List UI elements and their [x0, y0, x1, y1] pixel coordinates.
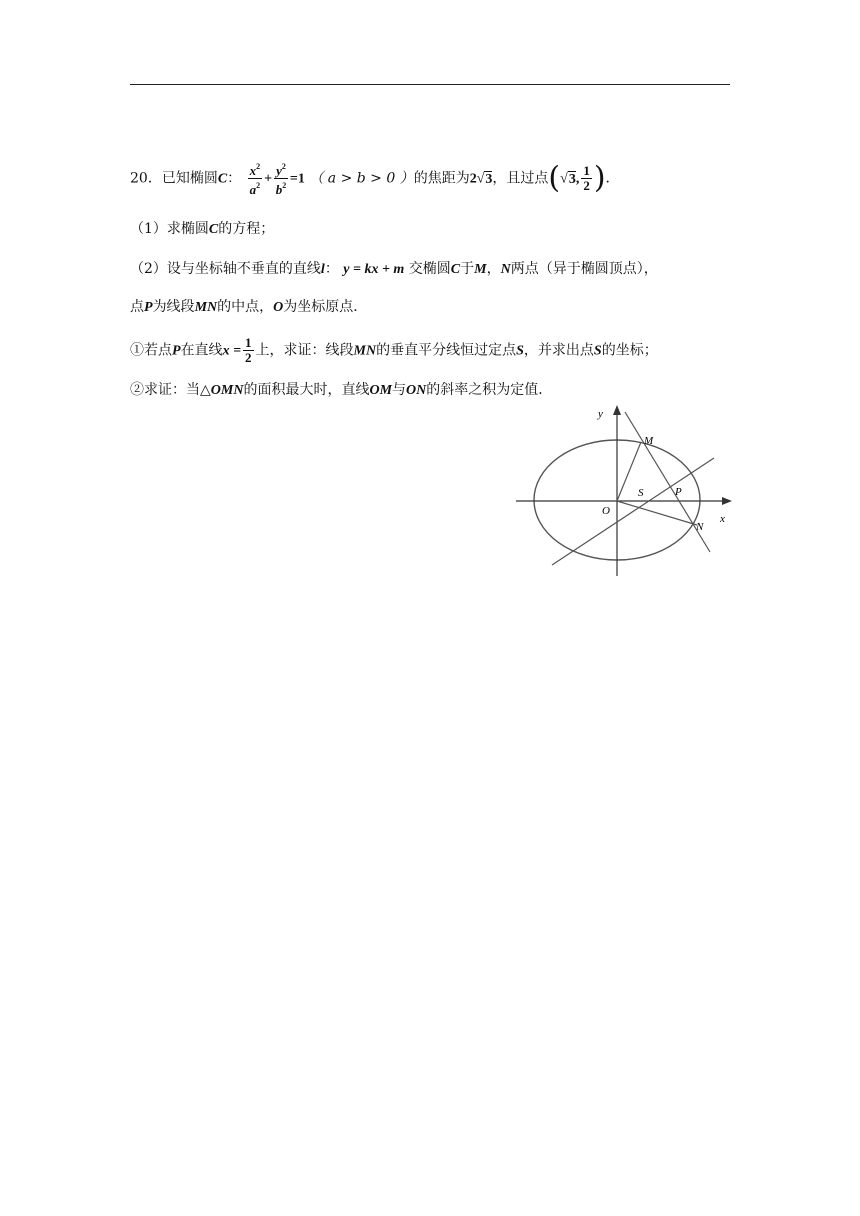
point-comma: ,: [575, 171, 580, 187]
header-rule: [130, 84, 730, 85]
ellipse-symbol: C: [208, 222, 219, 237]
point-x-radicand: 3: [568, 171, 576, 187]
sub-1-text: ，并求出点: [523, 342, 594, 359]
part-2-text: （2）设与坐标轴不垂直的直线: [130, 261, 321, 277]
part-1-label: （1）求椭圆: [130, 221, 209, 237]
point-s: S: [593, 343, 602, 359]
problem-intro: 已知椭圆: [161, 170, 218, 187]
den: 2: [245, 350, 252, 365]
point-n: N: [500, 262, 511, 277]
sub-2-text: 的斜率之积为定值．: [426, 382, 553, 398]
b-var: b: [275, 182, 283, 197]
sub-2-text: 与: [392, 382, 407, 398]
part-2-text: 于: [460, 261, 475, 277]
part-2-text: 两点（异于椭圆顶点），: [510, 261, 658, 277]
triangle-omn: OMN: [210, 383, 244, 398]
sub-1-text: 的垂直平分线恒过定点: [376, 342, 517, 359]
line-om: OM: [369, 383, 393, 398]
sub-question-1: [130, 336, 658, 365]
focal-coef: 2: [469, 171, 477, 187]
y-var: y: [276, 163, 282, 178]
sub-1-text: 的坐标；: [601, 342, 658, 359]
label-m: M: [644, 435, 654, 447]
point-y-frac: [581, 164, 592, 193]
colon: ：: [324, 261, 339, 277]
ellipse-symbol: C: [217, 171, 228, 187]
comma: ，: [486, 261, 501, 277]
sub-1-text: ①若点: [130, 342, 172, 359]
segment-on: [617, 501, 697, 525]
label-o: O: [602, 505, 610, 517]
part-2-line-1: [130, 259, 658, 280]
line-symbol: l: [320, 262, 325, 277]
part-2-text: 为坐标原点．: [283, 299, 368, 315]
a-var: a: [249, 182, 257, 197]
focal-radicand: 3: [485, 171, 493, 187]
problem-number: 20．: [130, 170, 162, 187]
point-o: O: [273, 300, 284, 315]
problem-statement: 20．已知椭圆C： $\frac{x^2}{a^2}$ + $\frac{y^2}{b^2}$ =1 （ a > b > 0 ）的焦距为2√3，且过点(√3, $\frac{1}{2}$ )．: [130, 160, 620, 197]
label-x: x: [720, 513, 725, 525]
sub-question-2: [130, 380, 552, 401]
sub-2-text: 的面积最大时，直线: [243, 382, 370, 398]
part-2-text: 为线段: [152, 299, 195, 315]
equation-rhs: =1: [289, 171, 305, 187]
label-y: y: [598, 408, 603, 420]
x-squared-over-a-squared: $\frac{x^2}{a^2}$: [249, 162, 261, 197]
sub-1-text: 在直线: [180, 342, 223, 359]
segment-mn: MN: [353, 343, 377, 359]
part-2-text: 的中点，: [217, 299, 274, 315]
line-equation: y = kx + m: [343, 262, 405, 277]
focal-text: 的焦距为: [413, 170, 470, 187]
x-equals: x =: [222, 343, 242, 359]
x-axis-arrow-icon: [722, 497, 732, 505]
y-squared-over-b-squared: $\frac{y^2}{b^2}$: [275, 162, 287, 197]
period: ．: [605, 170, 620, 187]
sub-1-text: 上，求证：线段: [255, 342, 354, 359]
part-1-rest: 的方程；: [218, 221, 275, 237]
ellipse-symbol: C: [450, 262, 461, 277]
part-2-line-2: [130, 297, 367, 318]
label-p: P: [675, 486, 682, 498]
point-y-den: 2: [583, 178, 590, 193]
x-var: x: [249, 163, 257, 178]
line-on: ON: [406, 383, 427, 398]
condition: （ a > b > 0 ）: [309, 170, 414, 187]
perpendicular-bisector: [552, 458, 714, 565]
num: 1: [245, 335, 252, 350]
point-s: S: [516, 343, 524, 359]
point-m: M: [474, 262, 487, 277]
one-half: [243, 336, 254, 365]
point-p: P: [172, 343, 181, 359]
part-2-text: 点: [130, 299, 144, 315]
point-text: ，且过点: [492, 170, 549, 187]
point-y-num: 1: [583, 163, 590, 178]
ellipse-figure: [510, 400, 740, 580]
label-s: S: [638, 487, 644, 499]
segment-mn: MN: [194, 300, 218, 315]
y-axis-arrow-icon: [613, 405, 621, 415]
point-p: P: [144, 300, 153, 315]
part-2-text: 交椭圆: [408, 261, 451, 277]
part-1: [130, 219, 274, 240]
sub-2-text: ②求证：当△: [130, 382, 211, 398]
colon: ：: [227, 170, 242, 187]
label-n: N: [696, 521, 704, 533]
